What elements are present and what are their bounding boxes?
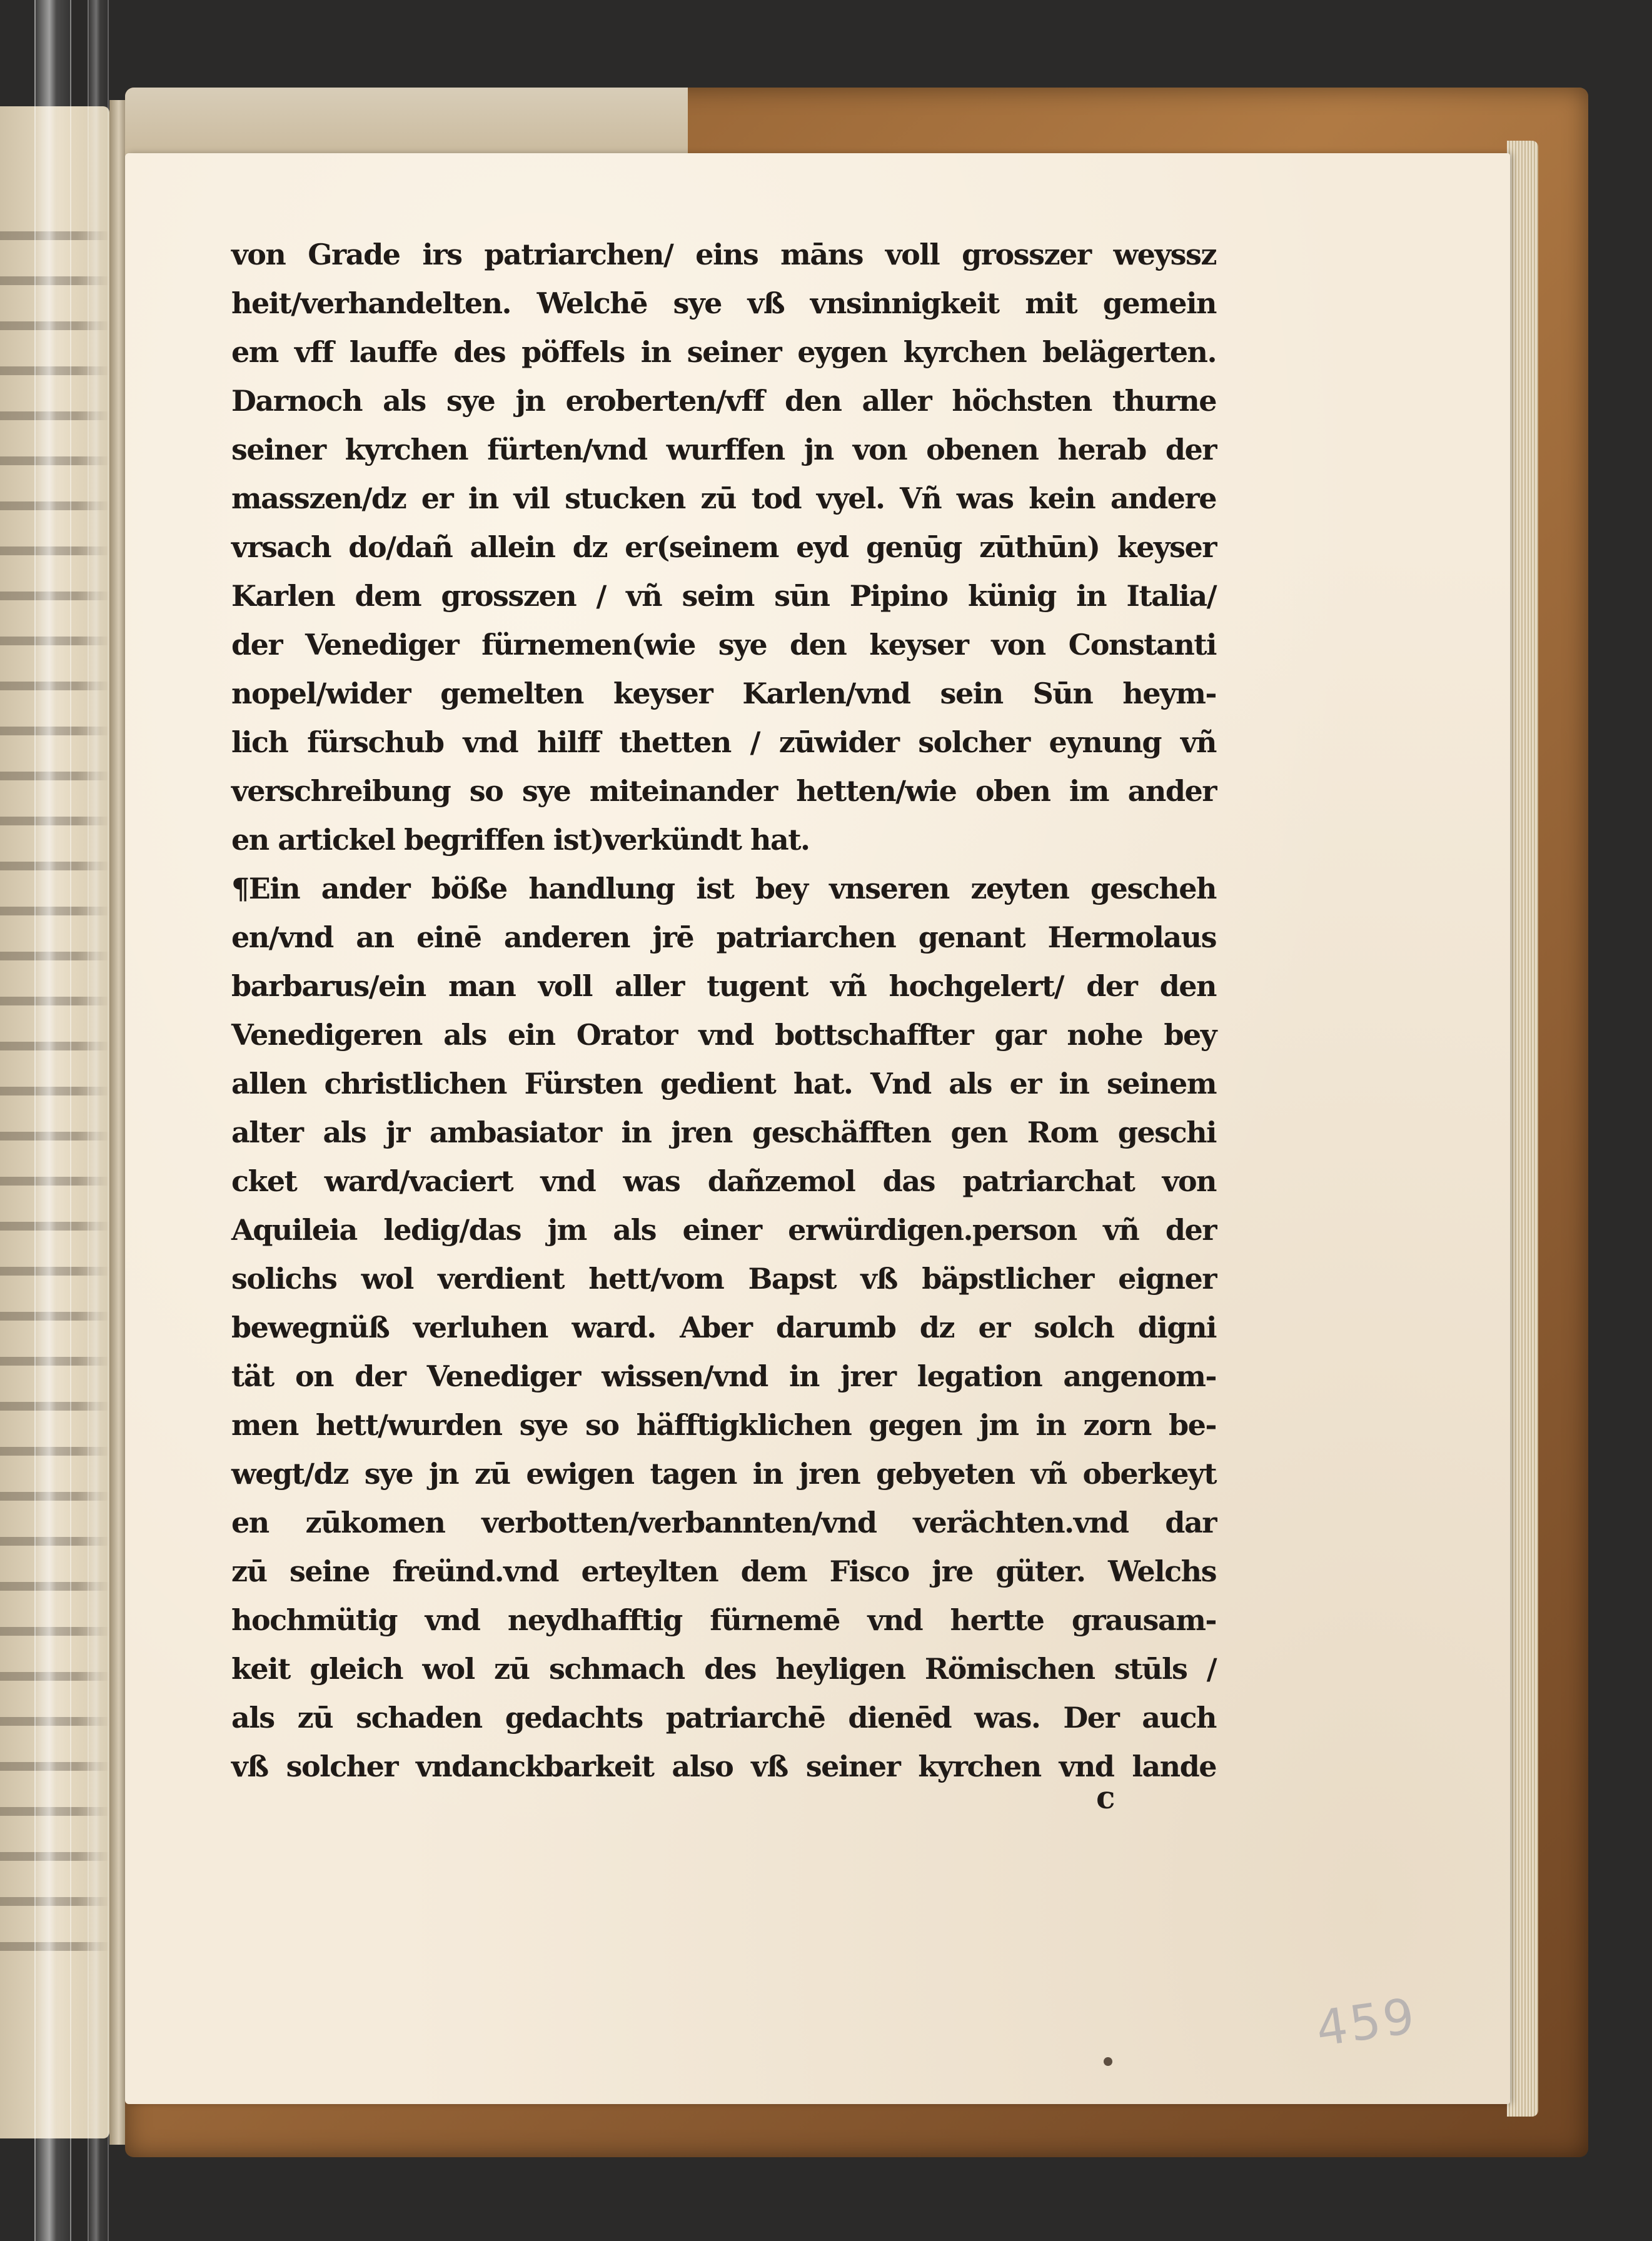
text-line: Karlen dem grosszen / vñ seim sūn Pipino künig in Italia/ [231, 579, 1216, 613]
text-line: en artickel begriffen ist)verkündt hat. [231, 823, 810, 857]
binding-label-patch [125, 88, 688, 159]
text-line: masszen/dz er in vil stucken zū tod vyel. Vñ was kein andere [231, 481, 1216, 515]
text-line: Darnoch als sye jn eroberten/vff den aller höchsten thurne [231, 384, 1216, 418]
text-line: ¶Ein ander böße handlung ist bey vnseren zeyten gescheh [231, 872, 1216, 905]
text-line: hochmütig vnd neydhafftig fürnemē vnd hertte grausam- [231, 1603, 1216, 1637]
text-line: wegt/dz sye jn zū ewigen tagen in jren gebyeten vñ oberkeyt [231, 1457, 1216, 1491]
page-edges [1507, 141, 1538, 2117]
text-line: nopel/wider gemelten keyser Karlen/vnd sein Sūn heym- [231, 677, 1216, 710]
paper-spot [1104, 2057, 1112, 2066]
text-line: cket ward/vaciert vnd was dañzemol das patriarchat von [231, 1164, 1216, 1198]
page-text-block [231, 230, 1216, 1791]
glass-clip-edge [88, 0, 109, 2241]
text-line: als zū schaden gedachts patriarchē dienēd was. Der auch [231, 1701, 1216, 1735]
text-line: der Venediger fürnemen(wie sye den keyser von Constanti [231, 628, 1216, 662]
text-line: bewegnüß verluhen ward. Aber darumb dz er solch digni [231, 1311, 1216, 1344]
text-line: keit gleich wol zū schmach des heyligen Römischen stūls / [231, 1652, 1216, 1686]
text-line: men hett/wurden sye so häfftigklichen gegen jm in zorn be- [231, 1408, 1216, 1442]
text-line: heit/verhandelten. Welchē sye vß vnsinnigkeit mit gemein [231, 286, 1216, 320]
text-line: Aquileia ledig/das jm als einer erwürdigen.person vñ der [231, 1213, 1216, 1247]
text-line: solichs wol verdient hett/vom Bapst vß bäpstlicher eigner [231, 1262, 1216, 1296]
text-line: vß solcher vndanckbarkeit also vß seiner kyrchen vnd lande [231, 1750, 1216, 1783]
text-line: von Grade irs patriarchen/ eins māns voll grosszer weyssz [231, 238, 1216, 271]
text-line: lich fürschub vnd hilff thetten / zūwider solcher eynung vñ [231, 725, 1216, 759]
text-line: Venedigeren als ein Orator vnd bottschaffter gar nohe bey [231, 1018, 1216, 1052]
glass-clip [34, 0, 71, 2241]
signature-mark: c [1096, 1779, 1116, 1816]
text-line: verschreibung so sye miteinander hetten/wie oben im ander [231, 774, 1216, 808]
text-line: allen christlichen Fürsten gedient hat. Vnd als er in seinem [231, 1067, 1216, 1100]
text-line: alter als jr ambasiator in jren geschäfften gen Rom geschi [231, 1115, 1216, 1149]
text-line: zū seine freünd.vnd erteylten dem Fisco jre güter. Welchs [231, 1554, 1216, 1588]
text-line: em vff lauffe des pöffels in seiner eygen kyrchen belägerten. [231, 335, 1216, 369]
text-line: en/vnd an einē anderen jrē patriarchen genant Hermolaus [231, 920, 1216, 954]
text-line: en zūkomen verbotten/verbannten/vnd verächten.vnd dar [231, 1506, 1216, 1539]
text-line: barbarus/ein man voll aller tugent vñ hochgelert/ der den [231, 969, 1216, 1003]
text-line: tät on der Venediger wissen/vnd in jrer legation angenom- [231, 1359, 1216, 1393]
folio-number: 459 [1312, 1988, 1421, 2058]
text-line: seiner kyrchen fürten/vnd wurffen jn von obenen herab der [231, 433, 1216, 466]
text-line: vrsach do/dañ allein dz er(seinem eyd genūg zūthūn) keyser [231, 530, 1216, 564]
